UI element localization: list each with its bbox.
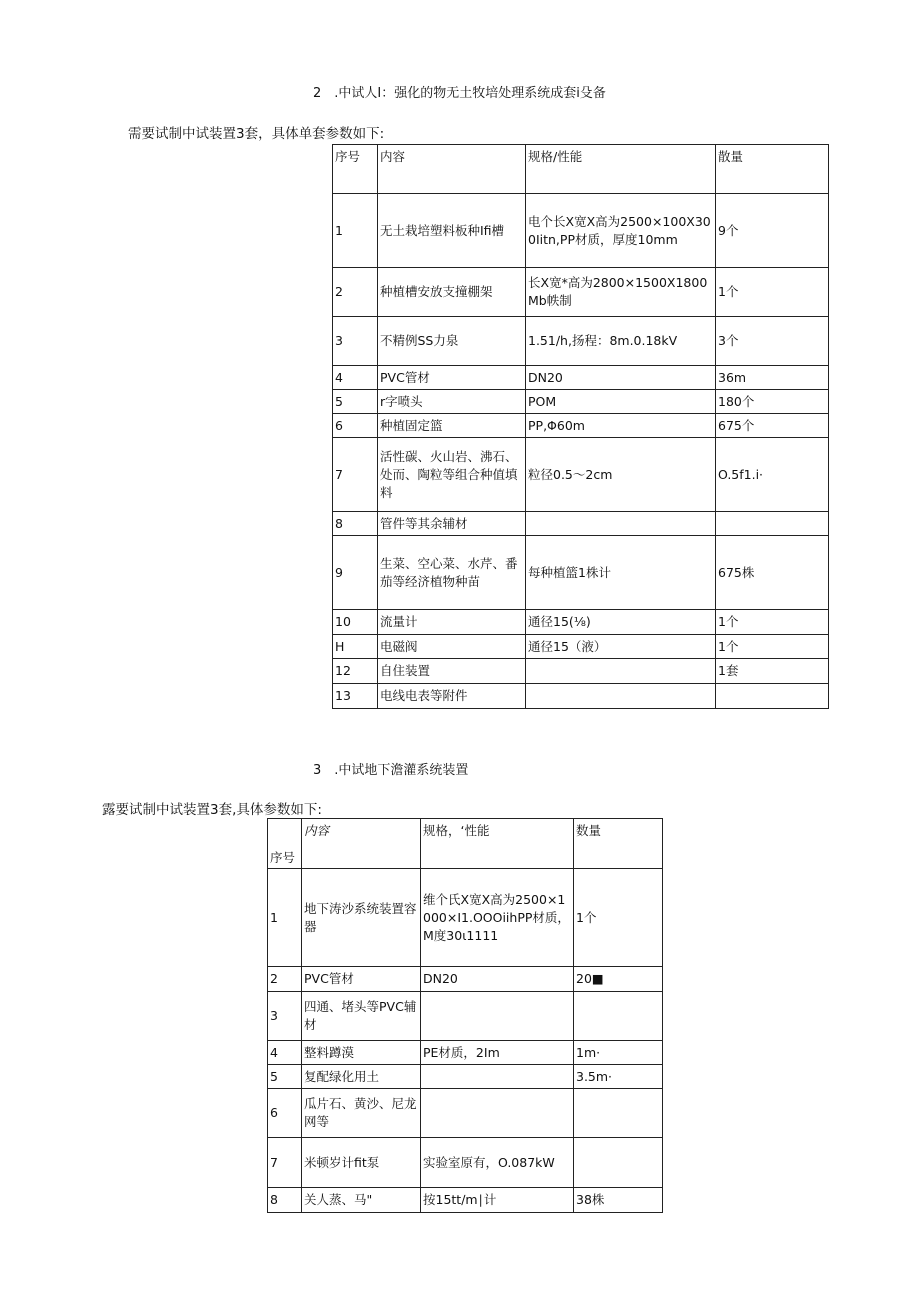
header-qty: 数量 — [574, 819, 663, 869]
section2-heading: 2 .中试人I：强化的物无土牧培处理系统成套i殳备 — [313, 86, 606, 101]
cell-qty: 675个 — [716, 414, 829, 438]
table-row — [333, 635, 829, 659]
cell-spec: 粒径0.5〜2cm — [526, 438, 716, 512]
table-row — [333, 366, 829, 390]
table-row — [333, 610, 829, 635]
header-qty: 散量 — [716, 145, 829, 194]
cell-qty — [716, 512, 829, 536]
cell-spec: PP,Φ60m — [526, 414, 716, 438]
cell-spec: PE材质，2Im — [421, 1041, 574, 1065]
table-row — [268, 992, 663, 1041]
cell-content: 电磁阀 — [378, 635, 526, 659]
cell-no: 4 — [268, 1041, 302, 1065]
cell-no: 6 — [333, 414, 378, 438]
header-spec: 规格/性能 — [526, 145, 716, 194]
header-no: 序号 — [268, 819, 302, 869]
cell-content: 活性碳、火山岩、沸石、处而、陶粒等组合种值填料 — [378, 438, 526, 512]
table-row — [333, 438, 829, 512]
cell-no: 8 — [268, 1188, 302, 1213]
cell-spec — [526, 684, 716, 709]
cell-content: 地下涛沙系统装置容器 — [302, 869, 421, 967]
header-content: 内容 — [302, 819, 421, 869]
cell-content: 关人蒸、马" — [302, 1188, 421, 1213]
cell-qty: 36m — [716, 366, 829, 390]
cell-no: 10 — [333, 610, 378, 635]
cell-spec — [421, 992, 574, 1041]
equipment-table-1 — [332, 144, 829, 709]
cell-qty: 180个 — [716, 390, 829, 414]
cell-content: 四通、堵头等PVC辅材 — [302, 992, 421, 1041]
cell-qty: 1m· — [574, 1041, 663, 1065]
equipment-table-2 — [267, 818, 663, 1213]
cell-spec — [526, 512, 716, 536]
cell-content: 电线电表等附件 — [378, 684, 526, 709]
header-content: 内容 — [378, 145, 526, 194]
cell-no: 2 — [333, 268, 378, 317]
cell-qty: 1个 — [574, 869, 663, 967]
cell-spec: 实验室原有，O.087kW — [421, 1138, 574, 1188]
cell-qty: 38株 — [574, 1188, 663, 1213]
cell-qty: 1个 — [716, 635, 829, 659]
cell-no: 1 — [268, 869, 302, 967]
cell-spec: 通径15（液） — [526, 635, 716, 659]
cell-no: 13 — [333, 684, 378, 709]
section3-intro: 露要试制中试装置3套,具体参数如下: — [102, 802, 322, 818]
table-row — [268, 1138, 663, 1188]
cell-no: 5 — [268, 1065, 302, 1089]
cell-content: 自住装置 — [378, 659, 526, 684]
table-row — [333, 268, 829, 317]
cell-qty: 1套 — [716, 659, 829, 684]
cell-no: 1 — [333, 194, 378, 268]
table-row — [333, 512, 829, 536]
table-row — [268, 1188, 663, 1213]
cell-no: 3 — [333, 317, 378, 366]
cell-no: 7 — [268, 1138, 302, 1188]
cell-no: 3 — [268, 992, 302, 1041]
table-row — [268, 1065, 663, 1089]
cell-spec — [421, 1089, 574, 1138]
cell-spec: 1.51∕h,扬程：8m.0.18kV — [526, 317, 716, 366]
table-row — [333, 659, 829, 684]
cell-no: 4 — [333, 366, 378, 390]
cell-qty: 20■ — [574, 967, 663, 992]
cell-content: 整料蹲漠 — [302, 1041, 421, 1065]
cell-spec: 长X宽*高为2800×1500X1800Mb帙制 — [526, 268, 716, 317]
cell-qty: O.5f1.i· — [716, 438, 829, 512]
cell-no: 2 — [268, 967, 302, 992]
cell-spec: DN20 — [421, 967, 574, 992]
cell-content: r字喷头 — [378, 390, 526, 414]
table-row — [268, 869, 663, 967]
cell-content: 管件等其余辅材 — [378, 512, 526, 536]
cell-qty: 1个 — [716, 610, 829, 635]
cell-content: 种植槽安放支撞棚架 — [378, 268, 526, 317]
cell-no: 5 — [333, 390, 378, 414]
cell-no: 9 — [333, 536, 378, 610]
cell-qty — [574, 1089, 663, 1138]
cell-content: 种植固定篮 — [378, 414, 526, 438]
table-row — [333, 390, 829, 414]
cell-content: 无土栽培塑料板种Ifi槽 — [378, 194, 526, 268]
section2-intro: 需要试制中试装置3套，具体单套参数如下: — [128, 126, 385, 142]
cell-content: 米顿岁计fit泵 — [302, 1138, 421, 1188]
cell-content: PVC管材 — [378, 366, 526, 390]
cell-no: 7 — [333, 438, 378, 512]
cell-spec: 维个氏X宽X高为2500×1000×I1.OOOiihPP材质，M度30ι1111 — [421, 869, 574, 967]
cell-qty — [574, 1138, 663, 1188]
section3-heading: 3 .中试地下澹灌系统装置 — [313, 763, 469, 778]
table-row — [333, 414, 829, 438]
cell-qty: 1个 — [716, 268, 829, 317]
cell-qty: 3个 — [716, 317, 829, 366]
cell-content: 瓜片石、黄沙、尼龙网等 — [302, 1089, 421, 1138]
cell-spec: DN20 — [526, 366, 716, 390]
table-row — [268, 1089, 663, 1138]
cell-spec: 按15tt∕m∣计 — [421, 1188, 574, 1213]
table-row — [268, 967, 663, 992]
header-no: 序号 — [333, 145, 378, 194]
cell-no: H — [333, 635, 378, 659]
cell-spec — [421, 1065, 574, 1089]
cell-content: 不精例SS力泉 — [378, 317, 526, 366]
table-header-row — [268, 819, 663, 869]
cell-content: 复配绿化用土 — [302, 1065, 421, 1089]
header-spec: 规格，‘性能 — [421, 819, 574, 869]
cell-spec — [526, 659, 716, 684]
cell-content: 生菜、空心菜、水芹、番茄等经济植物种苗 — [378, 536, 526, 610]
cell-spec: POM — [526, 390, 716, 414]
cell-no: 6 — [268, 1089, 302, 1138]
cell-content: 流量计 — [378, 610, 526, 635]
cell-qty: 675株 — [716, 536, 829, 610]
cell-qty: 3.5m· — [574, 1065, 663, 1089]
cell-spec: 电个长X宽X高为2500×100X300Iitn,PP材质，厚度10mm — [526, 194, 716, 268]
table-header-row — [333, 145, 829, 194]
cell-no: 12 — [333, 659, 378, 684]
table-row — [333, 684, 829, 709]
cell-spec: 每种植篮1株计 — [526, 536, 716, 610]
table-row — [333, 194, 829, 268]
cell-qty: 9个 — [716, 194, 829, 268]
table-row — [268, 1041, 663, 1065]
cell-qty — [574, 992, 663, 1041]
cell-qty — [716, 684, 829, 709]
cell-spec: 通径15(⅛) — [526, 610, 716, 635]
cell-no: 8 — [333, 512, 378, 536]
cell-content: PVC管材 — [302, 967, 421, 992]
table-row — [333, 317, 829, 366]
table-row — [333, 536, 829, 610]
